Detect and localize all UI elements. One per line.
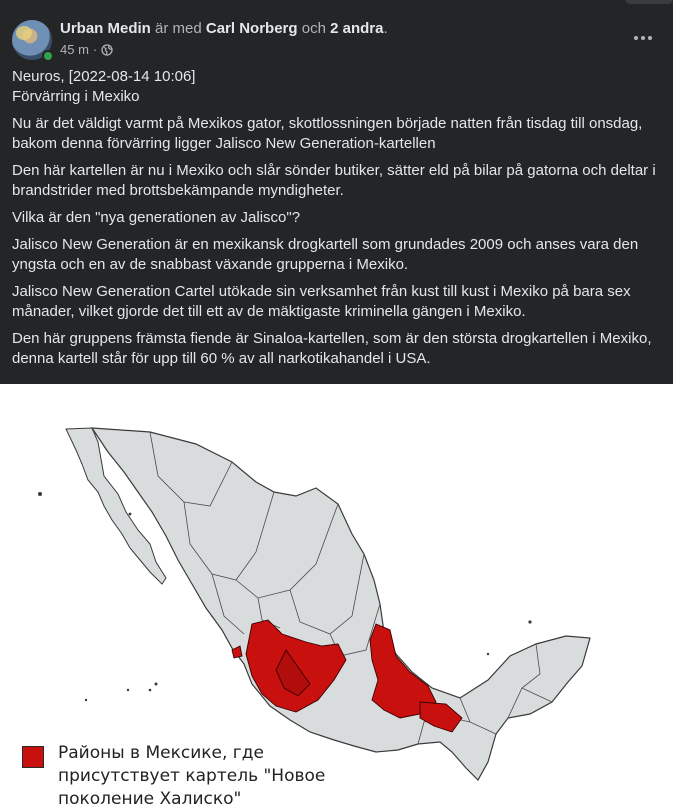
tagged-others-link[interactable]: 2 andra [330, 20, 384, 37]
post-header [12, 20, 661, 60]
post-paragraph: Vilka är den "nya generationen av Jalisco"? [12, 209, 301, 226]
post-timestamp[interactable]: 45 m [60, 42, 89, 57]
author-name[interactable]: Urban Medin [60, 20, 151, 37]
post-paragraph: Den här kartellen är nu i Mexiko och slår sönder butiker, sätter eld på bilar på gatorna och deltar i brandstrider med brottsbekämpande myndigheter. [12, 162, 656, 199]
post-meta [60, 42, 113, 57]
and-word: och [301, 20, 326, 37]
post-text [12, 67, 664, 376]
author-line [60, 20, 388, 38]
author-line-period: . [383, 20, 388, 37]
legend-swatch [22, 746, 44, 768]
meta-separator: · [92, 42, 98, 57]
legend-text: Районы в Мексике, где присутствует картель "Новое поколение Халиско" [58, 743, 326, 809]
online-status-dot [42, 50, 54, 62]
globe-icon[interactable] [101, 44, 113, 56]
post-paragraph: Den här gruppens främsta fiende är Sinaloa-kartellen, som är den största drogkartellen i Mexiko, denna kartell står för upp till 60 % av all narkotikahandel i USA. [12, 330, 652, 367]
post-image[interactable] [0, 384, 673, 810]
post-paragraph: Förvärring i Mexiko [12, 88, 140, 105]
top-bar-fragment [625, 0, 673, 4]
post-paragraph: Jalisco New Generation är en mexikansk drogkartell som grundades 2009 och anses vara den yngsta och en av de snabbast växande grupperna i Mexiko. [12, 236, 639, 273]
more-options-icon[interactable] [625, 26, 661, 50]
with-word: är med [155, 20, 202, 37]
mainland-region [92, 428, 590, 780]
post-paragraph: Neuros, [2022-08-14 10:06] [12, 68, 196, 85]
tagged-person[interactable]: Carl Norberg [205, 20, 298, 37]
post-paragraph: Nu är det väldigt varmt på Mexikos gator, skottlossningen började natten från tisdag till onsdag, bakom denna förvärring ligger Jalisco New Generation-kartellen [12, 115, 643, 152]
post-paragraph: Jalisco New Generation Cartel utökade sin verksamhet från kust till kust i Mexiko på bara sex månader, vilket gjorde det till ett av de mäktigaste kriminella gängen i Mexiko. [12, 283, 631, 320]
